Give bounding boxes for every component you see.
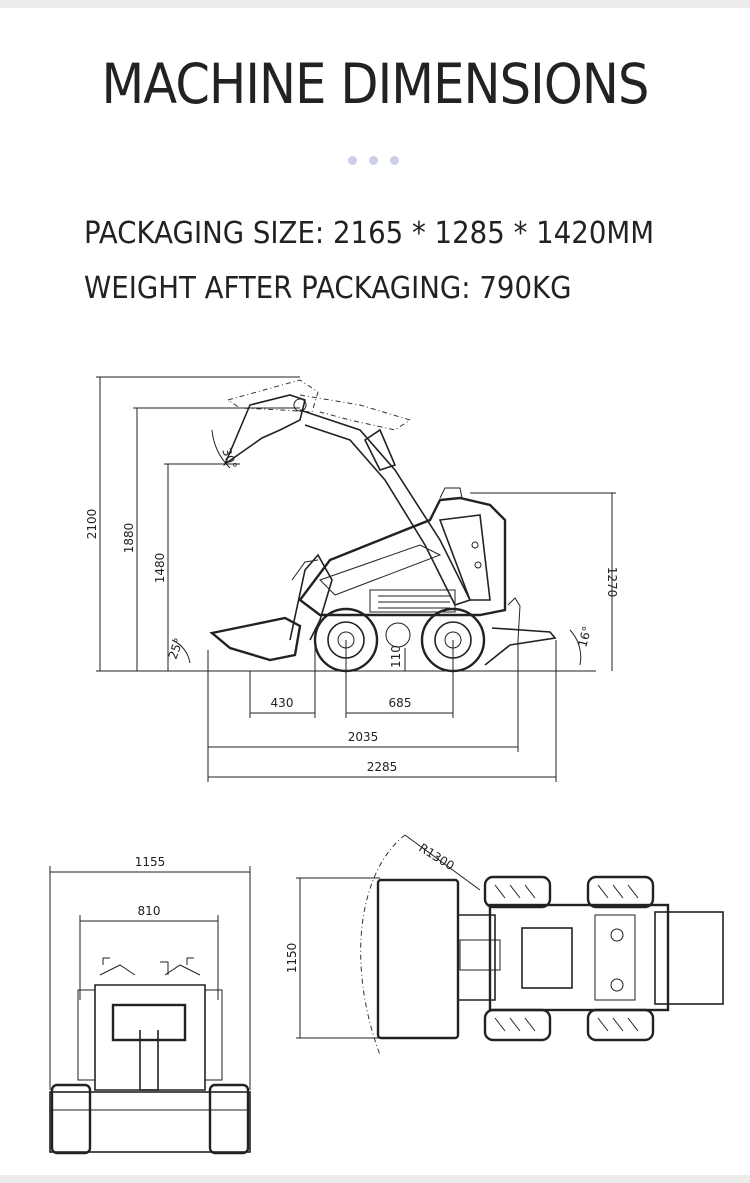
dim-width-track: 810 bbox=[137, 904, 161, 918]
dim-width-total: 1155 bbox=[134, 855, 166, 869]
dim-turn-radius: R1300 bbox=[416, 840, 457, 874]
dim-height-total: 2100 bbox=[85, 508, 99, 540]
dim-height-body: 1270 bbox=[605, 566, 619, 598]
dim-departure-angle: 16° bbox=[575, 624, 595, 649]
dim-length-no-bucket: 2035 bbox=[347, 730, 379, 744]
dim-rollback-angle: 25° bbox=[165, 636, 187, 662]
dim-bucket-reach: 430 bbox=[270, 696, 294, 710]
bottom-border bbox=[0, 1175, 750, 1183]
dim-ground-clearance: 110 bbox=[389, 645, 403, 668]
packaging-weight-text: WEIGHT AFTER PACKAGING: 790KG bbox=[84, 271, 572, 306]
packaging-size-text: PACKAGING SIZE: 2165 * 1285 * 1420MM bbox=[84, 216, 655, 251]
dim-dump-angle: 30° bbox=[219, 446, 240, 472]
page-title: MACHINE DIMENSIONS bbox=[101, 52, 649, 116]
dim-bucket-width: 1150 bbox=[285, 942, 299, 974]
dim-height-pin: 1880 bbox=[122, 522, 136, 554]
dim-wheelbase: 685 bbox=[388, 696, 412, 710]
dim-height-dump: 1480 bbox=[153, 552, 167, 584]
dim-length-total: 2285 bbox=[366, 760, 398, 774]
